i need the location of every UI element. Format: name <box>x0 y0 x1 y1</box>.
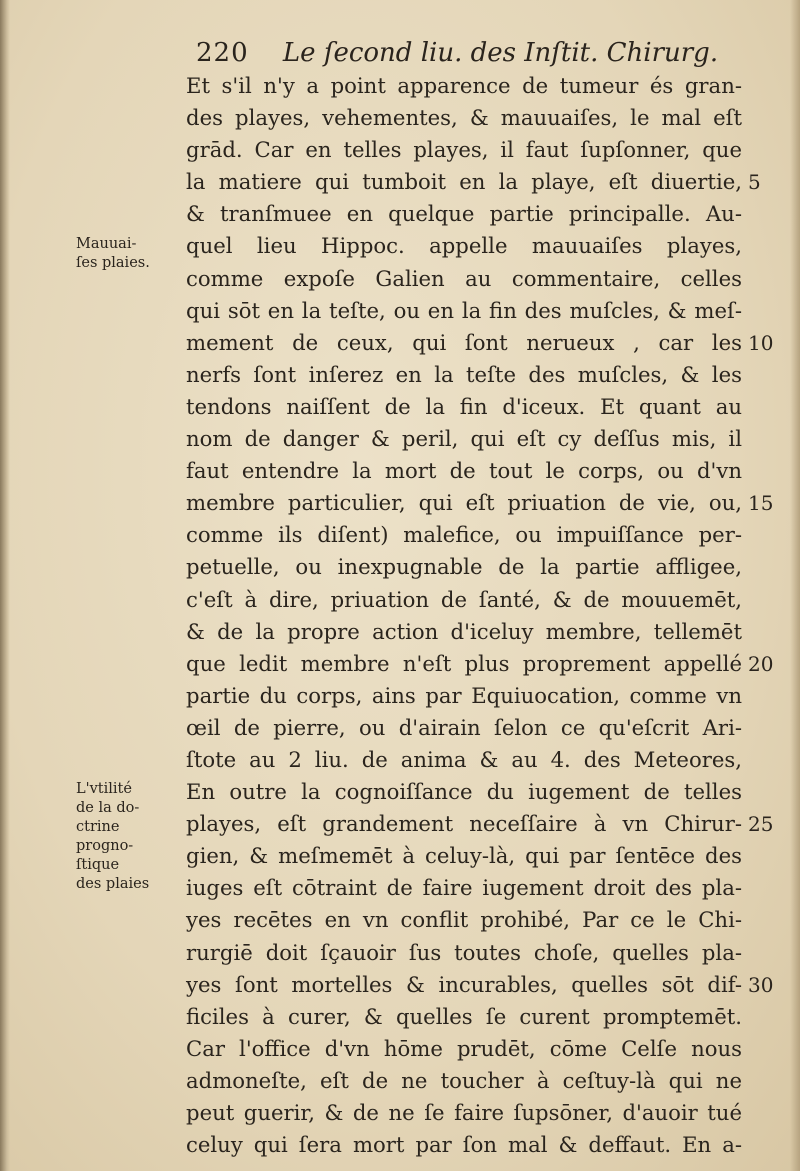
margin-note-line: Mauuai- <box>76 235 137 252</box>
text-line: des playes, vehementes, & mauuaiſes, le mal eſt <box>186 105 742 131</box>
text-line: grād. Car en telles playes, il faut ſupſonner, que <box>186 137 742 163</box>
line-number: 25 <box>748 812 774 837</box>
text-line: yes recētes en vn conflit prohibé, Par ce le Chi- <box>186 907 742 933</box>
text-line: la matiere qui tumboit en la playe, eſt diuertie, <box>186 169 742 195</box>
text-line: petuelle, ou inexpugnable de la partie affligee, <box>186 554 742 580</box>
text-line: & de la propre action d'iceluy membre, tellemēt <box>186 618 742 644</box>
text-line: peut guerir, & de ne ſe faire ſupsōner, d'auoir tué <box>186 1100 742 1125</box>
text-line: partie du corps, ains par Equiuocation, comme vn <box>186 682 742 708</box>
text-line: comme expoſe Galien au commentaire, celles <box>186 265 742 291</box>
line-number: 30 <box>748 972 774 997</box>
text-line: celuy qui ſera mort par ſon mal & deffaut. En a- <box>186 1132 742 1158</box>
text-line: membre particulier, qui eſt priuation de vie, ou, <box>186 490 742 516</box>
text-block <box>186 70 742 1161</box>
text-line: ficiles à curer, & quelles ſe curent promptemēt. <box>186 1003 742 1029</box>
text-line: tendons naiſſent de la fin d'iceux. Et quant au <box>186 393 742 419</box>
text-line: quel lieu Hippoc. appelle mauuaiſes playes, <box>186 233 742 259</box>
text-line: iuges eſt cōtraint de faire iugement droit des pla- <box>186 875 742 901</box>
text-line: En outre la cognoiſſance du iugement de telles <box>186 779 742 805</box>
text-line: qui sōt en la teſte, ou en la fin des muſcles, & meſ- <box>186 297 742 323</box>
book-spine-shadow <box>0 0 10 1171</box>
line-number: 5 <box>748 170 761 195</box>
text-line: faut entendre la mort de tout le corps, ou d'vn <box>186 458 742 484</box>
margin-note <box>76 780 186 894</box>
text-line: rurgiē doit ſçauoir ſus toutes choſe, quelles pla- <box>186 939 742 965</box>
text-line: Et s'il n'y a point apparence de tumeur és gran- <box>186 73 742 98</box>
running-header <box>196 38 718 68</box>
line-number: 15 <box>748 491 774 516</box>
margin-note-line: des plaies <box>76 876 150 893</box>
page-edge-shadow <box>790 0 800 1171</box>
text-line: nerfs ſont inſerez en la teſte des muſcles, & les <box>186 361 742 387</box>
margin-note-line: de la do- <box>76 800 140 817</box>
margin-note-line: progno- <box>76 838 134 855</box>
text-line: œil de pierre, ou d'airain ſelon ce qu'eſcrit Ari- <box>186 714 742 740</box>
text-line: & tranſmuee en quelque partie principalle. Au- <box>186 201 742 227</box>
line-number: 10 <box>748 330 774 355</box>
text-line: nom de danger & peril, qui eſt cy deſſus mis, il <box>186 426 742 452</box>
margin-note <box>76 235 186 273</box>
text-line: comme ils diſent) malefice, ou impuiſſance per- <box>186 522 742 548</box>
text-line: yes ſont mortelles & incurables, quelles sōt dif- <box>186 971 742 997</box>
running-title: Le ſecond liu. des Inſtit. Chirurg. <box>282 38 719 68</box>
text-line: c'eſt à dire, priuation de ſanté, & de mouuemēt, <box>186 586 742 612</box>
line-number: 20 <box>748 651 774 676</box>
text-line: que ledit membre n'eſt plus proprement appellé <box>186 650 742 676</box>
page-number: 220 <box>196 38 249 68</box>
margin-note-line: L'vtilité <box>76 781 132 798</box>
text-line: playes, eſt grandement neceſſaire à vn Chirur- <box>186 811 742 837</box>
text-line: ſtote au 2 liu. de anima & au 4. des Meteores, <box>186 746 742 772</box>
text-line: mement de ceux, qui ſont nerueux , car les <box>186 329 742 355</box>
margin-note-line: ſtique <box>76 857 120 874</box>
text-line: admoneſte, eſt de ne toucher à ceſtuy-là qui ne <box>186 1067 742 1093</box>
margin-note-line: ctrine <box>76 819 120 836</box>
text-line: Car l'office d'vn hōme prudēt, cōme Celſe nous <box>186 1035 742 1061</box>
text-line: gien, & meſmemēt à celuy-là, qui par ſentēce des <box>186 843 742 869</box>
margin-note-line: ſes plaies. <box>76 254 150 271</box>
